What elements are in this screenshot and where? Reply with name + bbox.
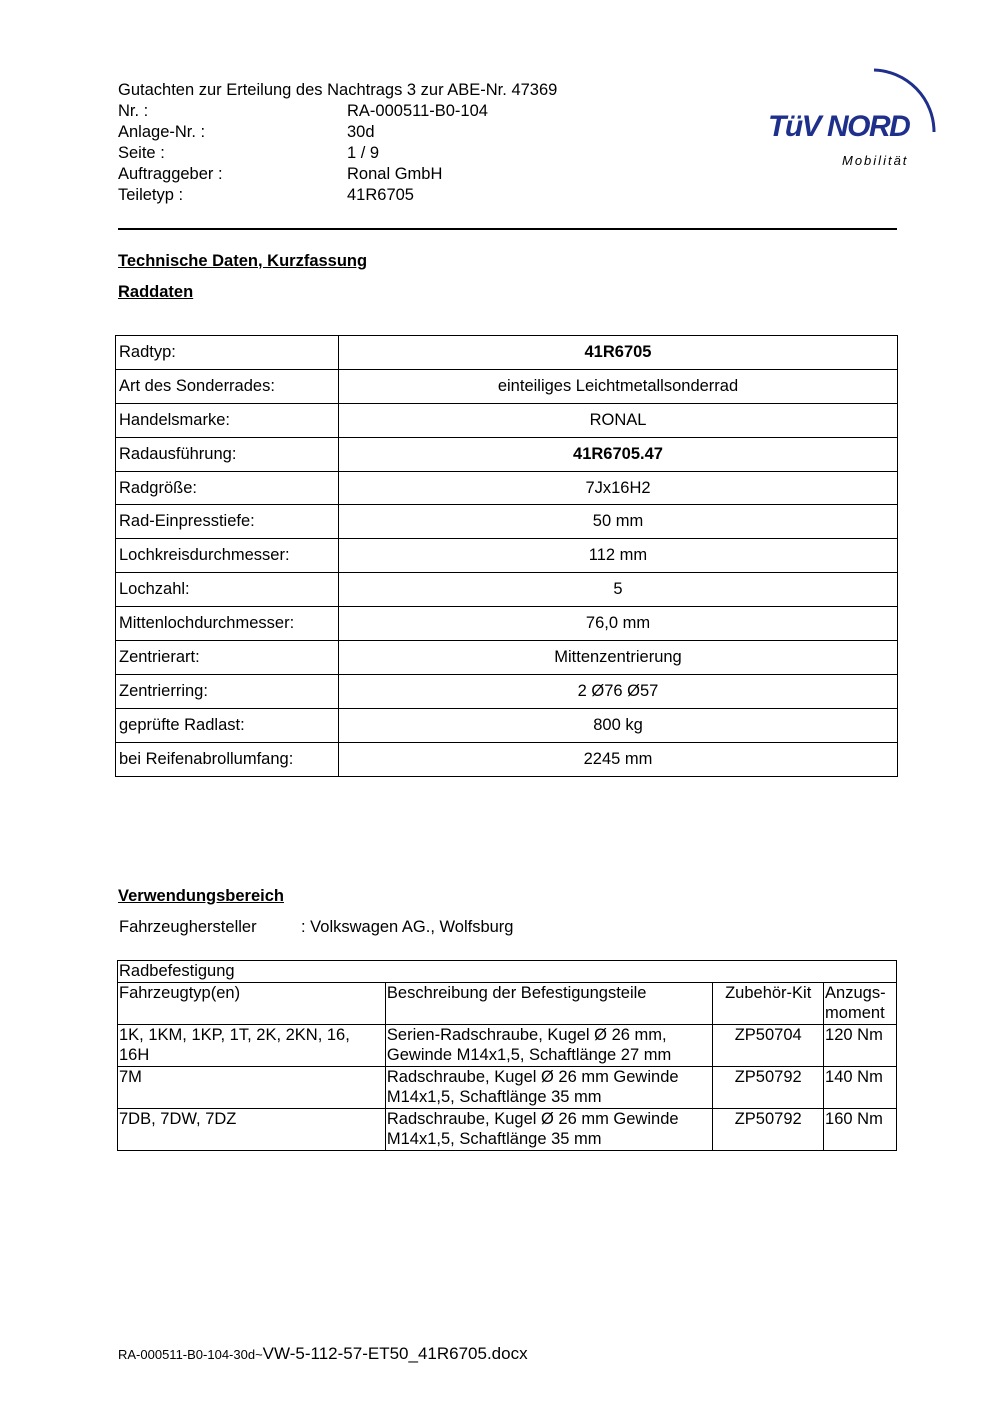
mount-fastener-description: Serien-Radschraube, Kugel Ø 26 mm, Gewinde M14x1,5, Schaftlänge 27 mm bbox=[385, 1024, 712, 1066]
wheel-data-row bbox=[116, 471, 898, 505]
logo-brand: TüV NORD bbox=[768, 110, 910, 143]
tuv-nord-logo bbox=[762, 56, 944, 172]
header-field-value: RA-000511-B0-104 bbox=[347, 102, 488, 120]
wheel-data-label: Lochzahl: bbox=[116, 573, 339, 607]
wheel-data-value: 112 mm bbox=[339, 539, 898, 573]
mount-fastener-description: Radschraube, Kugel Ø 26 mm Gewinde M14x1,5, Schaftlänge 35 mm bbox=[385, 1108, 712, 1150]
wheel-data-value: 50 mm bbox=[339, 505, 898, 539]
logo-subtitle: Mobilität bbox=[842, 153, 909, 168]
mount-row bbox=[118, 1066, 897, 1108]
mount-fastener-description: Radschraube, Kugel Ø 26 mm Gewinde M14x1,5, Schaftlänge 35 mm bbox=[385, 1066, 712, 1108]
mount-caption: Radbefestigung bbox=[118, 961, 897, 983]
wheel-data-row bbox=[116, 742, 898, 776]
header-field bbox=[118, 164, 557, 185]
header-field bbox=[118, 122, 557, 143]
header-vehicle-types: Fahrzeugtyp(en) bbox=[118, 982, 386, 1024]
header-field-label: Teiletyp : bbox=[118, 186, 184, 204]
wheel-data-row bbox=[116, 336, 898, 370]
wheel-data-row bbox=[116, 437, 898, 471]
mount-row bbox=[118, 1024, 897, 1066]
header-tightening-torque: Anzugs- moment bbox=[824, 982, 897, 1024]
mount-caption-row bbox=[118, 961, 897, 983]
header-field-label: Seite : bbox=[118, 144, 165, 162]
wheel-data-row bbox=[116, 539, 898, 573]
mount-tightening-torque: 120 Nm bbox=[824, 1024, 897, 1066]
header-fastener-description: Beschreibung der Befestigungsteile bbox=[385, 982, 712, 1024]
wheel-data-row bbox=[116, 641, 898, 675]
wheel-data-value: RONAL bbox=[339, 403, 898, 437]
wheel-data-value: 41R6705.47 bbox=[339, 437, 898, 471]
wheel-data-value: 5 bbox=[339, 573, 898, 607]
mount-vehicle-types: 7M bbox=[118, 1066, 386, 1108]
wheel-data-row bbox=[116, 369, 898, 403]
footer-document-id: RA-000511-B0-104-30d~ bbox=[118, 1347, 263, 1362]
wheel-data-row bbox=[116, 708, 898, 742]
vehicle-manufacturer bbox=[119, 918, 513, 937]
header-field bbox=[118, 143, 557, 164]
wheel-data-value: einteiliges Leichtmetallsonderrad bbox=[339, 369, 898, 403]
manufacturer-label: Fahrzeughersteller bbox=[119, 918, 257, 936]
wheel-data-value: 2245 mm bbox=[339, 742, 898, 776]
mount-header-row bbox=[118, 982, 897, 1024]
mount-tightening-torque: 140 Nm bbox=[824, 1066, 897, 1108]
wheel-data-label: Radausführung: bbox=[116, 437, 339, 471]
header-divider bbox=[118, 228, 897, 230]
header-accessory-kit: Zubehör-Kit bbox=[713, 982, 824, 1024]
mount-accessory-kit: ZP50792 bbox=[713, 1108, 824, 1150]
report-title: Gutachten zur Erteilung des Nachtrags 3 zur ABE-Nr. 47369 bbox=[118, 81, 558, 99]
header-field bbox=[118, 101, 557, 122]
wheel-data-label: Art des Sonderrades: bbox=[116, 369, 339, 403]
wheel-data-row bbox=[116, 505, 898, 539]
wheel-data-label: Zentrierart: bbox=[116, 641, 339, 675]
wheel-data-label: Rad-Einpresstiefe: bbox=[116, 505, 339, 539]
mount-accessory-kit: ZP50704 bbox=[713, 1024, 824, 1066]
wheel-data-label: Lochkreisdurchmesser: bbox=[116, 539, 339, 573]
manufacturer-value: : Volkswagen AG., Wolfsburg bbox=[301, 918, 514, 936]
wheel-data-label: Radtyp: bbox=[116, 336, 339, 370]
wheel-data-row bbox=[116, 403, 898, 437]
wheel-data-label: bei Reifenabrollumfang: bbox=[116, 742, 339, 776]
document-header bbox=[118, 80, 557, 206]
header-field-label: Nr. : bbox=[118, 102, 149, 120]
header-field-value: 30d bbox=[347, 123, 375, 141]
mount-accessory-kit: ZP50792 bbox=[713, 1066, 824, 1108]
wheel-data-row bbox=[116, 674, 898, 708]
mount-vehicle-types: 7DB, 7DW, 7DZ bbox=[118, 1108, 386, 1150]
wheel-data-value: 2 Ø76 Ø57 bbox=[339, 674, 898, 708]
mount-row bbox=[118, 1108, 897, 1150]
wheel-data-label: Radgröße: bbox=[116, 471, 339, 505]
wheel-data-row bbox=[116, 607, 898, 641]
section-application-heading: Verwendungsbereich bbox=[118, 887, 284, 905]
header-field bbox=[118, 185, 557, 206]
wheel-data-row bbox=[116, 573, 898, 607]
page-footer bbox=[118, 1344, 528, 1364]
header-field-label: Auftraggeber : bbox=[118, 165, 223, 183]
wheel-data-label: Mittenlochdurchmesser: bbox=[116, 607, 339, 641]
wheel-data-label: Zentrierring: bbox=[116, 674, 339, 708]
header-field-value: 41R6705 bbox=[347, 186, 414, 204]
footer-filename: VW-5-112-57-ET50_41R6705.docx bbox=[262, 1344, 528, 1363]
mount-tightening-torque: 160 Nm bbox=[824, 1108, 897, 1150]
wheel-data-value: 800 kg bbox=[339, 708, 898, 742]
header-field-value: Ronal GmbH bbox=[347, 165, 443, 183]
wheel-mounting-table bbox=[117, 960, 897, 1151]
header-field-label: Anlage-Nr. : bbox=[118, 123, 206, 141]
wheel-data-value: Mittenzentrierung bbox=[339, 641, 898, 675]
header-fields bbox=[118, 101, 557, 206]
section-technical-data-heading: Technische Daten, Kurzfassung bbox=[118, 252, 368, 270]
section-wheel-data-heading: Raddaten bbox=[118, 283, 194, 301]
wheel-data-label: Handelsmarke: bbox=[116, 403, 339, 437]
wheel-data-value: 76,0 mm bbox=[339, 607, 898, 641]
wheel-data-label: geprüfte Radlast: bbox=[116, 708, 339, 742]
wheel-data-value: 7Jx16H2 bbox=[339, 471, 898, 505]
mount-vehicle-types: 1K, 1KM, 1KP, 1T, 2K, 2KN, 16, 16H bbox=[118, 1024, 386, 1066]
header-field-value: 1 / 9 bbox=[347, 144, 380, 162]
wheel-data-table bbox=[115, 335, 898, 777]
wheel-data-value: 41R6705 bbox=[339, 336, 898, 370]
